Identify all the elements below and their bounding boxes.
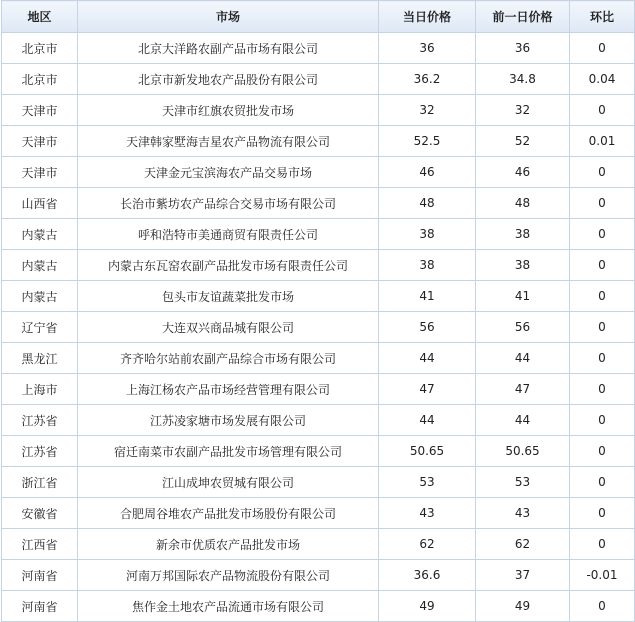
cell-previous-day-price: 44 (476, 405, 570, 436)
cell-market: 河南万邦国际农产品物流股份有限公司 (78, 560, 379, 591)
cell-previous-day-price: 49 (476, 591, 570, 622)
cell-previous-day-price: 36 (476, 33, 570, 64)
cell-region: 浙江省 (2, 467, 78, 498)
cell-previous-day-price: 53 (476, 467, 570, 498)
cell-change: 0 (570, 498, 635, 529)
cell-today-price: 41 (379, 281, 476, 312)
cell-region: 河南省 (2, 591, 78, 622)
cell-today-price: 50.65 (379, 436, 476, 467)
cell-previous-day-price: 47 (476, 374, 570, 405)
cell-region: 内蒙古 (2, 250, 78, 281)
cell-region: 上海市 (2, 374, 78, 405)
table-row (2, 281, 635, 312)
cell-today-price: 44 (379, 405, 476, 436)
table-row (2, 436, 635, 467)
cell-change: 0 (570, 33, 635, 64)
cell-change: 0 (570, 188, 635, 219)
cell-change: 0 (570, 591, 635, 622)
cell-change: 0 (570, 157, 635, 188)
cell-today-price: 56 (379, 312, 476, 343)
table-row (2, 591, 635, 622)
cell-today-price: 38 (379, 219, 476, 250)
cell-previous-day-price: 46 (476, 157, 570, 188)
cell-today-price: 62 (379, 529, 476, 560)
cell-change: 0 (570, 281, 635, 312)
cell-change: -0.01 (570, 560, 635, 591)
cell-today-price: 36 (379, 33, 476, 64)
cell-change: 0 (570, 95, 635, 126)
cell-region: 天津市 (2, 126, 78, 157)
price-table (1, 0, 635, 622)
cell-previous-day-price: 50.65 (476, 436, 570, 467)
cell-previous-day-price: 43 (476, 498, 570, 529)
cell-market: 宿迁南菜市农副产品批发市场管理有限公司 (78, 436, 379, 467)
cell-region: 江西省 (2, 529, 78, 560)
header-row (2, 1, 635, 33)
cell-previous-day-price: 41 (476, 281, 570, 312)
cell-today-price: 49 (379, 591, 476, 622)
table-row (2, 157, 635, 188)
table-row (2, 64, 635, 95)
cell-previous-day-price: 38 (476, 219, 570, 250)
header-region: 地区 (2, 1, 78, 33)
cell-market: 江山成坤农贸城有限公司 (78, 467, 379, 498)
table-row (2, 95, 635, 126)
cell-change: 0 (570, 343, 635, 374)
table-row (2, 250, 635, 281)
cell-market: 天津市红旗农贸批发市场 (78, 95, 379, 126)
cell-region: 江苏省 (2, 436, 78, 467)
table-row (2, 126, 635, 157)
cell-previous-day-price: 34.8 (476, 64, 570, 95)
table-row (2, 529, 635, 560)
cell-today-price: 36.2 (379, 64, 476, 95)
cell-market: 大连双兴商品城有限公司 (78, 312, 379, 343)
cell-market: 长治市紫坊农产品综合交易市场有限公司 (78, 188, 379, 219)
cell-change: 0 (570, 436, 635, 467)
table-row (2, 188, 635, 219)
cell-previous-day-price: 62 (476, 529, 570, 560)
cell-today-price: 36.6 (379, 560, 476, 591)
cell-change: 0 (570, 467, 635, 498)
cell-today-price: 53 (379, 467, 476, 498)
table-row (2, 219, 635, 250)
cell-region: 北京市 (2, 64, 78, 95)
cell-change: 0 (570, 374, 635, 405)
cell-today-price: 46 (379, 157, 476, 188)
cell-today-price: 52.5 (379, 126, 476, 157)
cell-previous-day-price: 38 (476, 250, 570, 281)
cell-previous-day-price: 48 (476, 188, 570, 219)
cell-market: 北京市新发地农产品股份有限公司 (78, 64, 379, 95)
header-market: 市场 (78, 1, 379, 33)
table-row (2, 560, 635, 591)
cell-market: 包头市友谊蔬菜批发市场 (78, 281, 379, 312)
cell-market: 天津韩家墅海吉星农产品物流有限公司 (78, 126, 379, 157)
table-row (2, 312, 635, 343)
cell-market: 新余市优质农产品批发市场 (78, 529, 379, 560)
cell-market: 焦作金土地农产品流通市场有限公司 (78, 591, 379, 622)
cell-market: 上海江杨农产品市场经营管理有限公司 (78, 374, 379, 405)
cell-previous-day-price: 37 (476, 560, 570, 591)
table-row (2, 498, 635, 529)
cell-region: 天津市 (2, 95, 78, 126)
cell-today-price: 43 (379, 498, 476, 529)
cell-previous-day-price: 52 (476, 126, 570, 157)
cell-change: 0 (570, 405, 635, 436)
cell-region: 安徽省 (2, 498, 78, 529)
table-row (2, 374, 635, 405)
header-today-price: 当日价格 (379, 1, 476, 33)
cell-previous-day-price: 44 (476, 343, 570, 374)
cell-change: 0 (570, 250, 635, 281)
cell-today-price: 38 (379, 250, 476, 281)
cell-market: 合肥周谷堆农产品批发市场股份有限公司 (78, 498, 379, 529)
table-row (2, 467, 635, 498)
cell-today-price: 44 (379, 343, 476, 374)
cell-today-price: 32 (379, 95, 476, 126)
header-change: 环比 (570, 1, 635, 33)
cell-change: 0 (570, 312, 635, 343)
cell-market: 呼和浩特市美通商贸有限责任公司 (78, 219, 379, 250)
table-row (2, 33, 635, 64)
cell-previous-day-price: 32 (476, 95, 570, 126)
table-row (2, 405, 635, 436)
cell-region: 山西省 (2, 188, 78, 219)
cell-change: 0 (570, 219, 635, 250)
cell-market: 齐齐哈尔站前农副产品综合市场有限公司 (78, 343, 379, 374)
cell-market: 天津金元宝滨海农产品交易市场 (78, 157, 379, 188)
cell-region: 北京市 (2, 33, 78, 64)
cell-market: 江苏凌家塘市场发展有限公司 (78, 405, 379, 436)
cell-market: 北京大洋路农副产品市场有限公司 (78, 33, 379, 64)
cell-market: 内蒙古东瓦窑农副产品批发市场有限责任公司 (78, 250, 379, 281)
table-row (2, 343, 635, 374)
cell-change: 0 (570, 529, 635, 560)
cell-today-price: 47 (379, 374, 476, 405)
cell-change: 0.04 (570, 64, 635, 95)
cell-region: 辽宁省 (2, 312, 78, 343)
cell-region: 河南省 (2, 560, 78, 591)
cell-previous-day-price: 56 (476, 312, 570, 343)
cell-region: 江苏省 (2, 405, 78, 436)
cell-change: 0.01 (570, 126, 635, 157)
cell-region: 黑龙江 (2, 343, 78, 374)
cell-region: 内蒙古 (2, 281, 78, 312)
cell-today-price: 48 (379, 188, 476, 219)
cell-region: 内蒙古 (2, 219, 78, 250)
header-previous-day-price: 前一日价格 (476, 1, 570, 33)
cell-region: 天津市 (2, 157, 78, 188)
